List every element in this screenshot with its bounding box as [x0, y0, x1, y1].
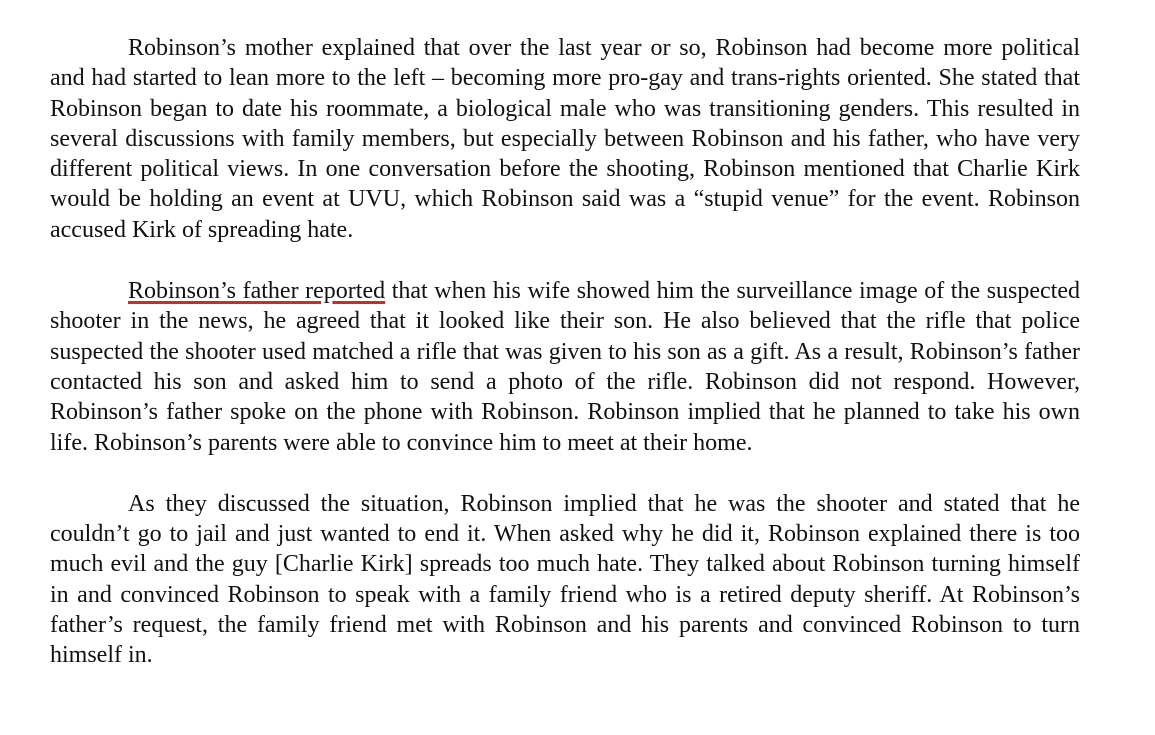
highlighted-phrase: Robinson’s father reported	[128, 278, 386, 305]
paragraph-father-report-text: that when his wife showed him the surveillance image of the suspected shooter in the news, he agreed that it looked like their son. He also believed that the rifle that police suspected the shooter used matched a rifle that was given to his son as a gift. As a result, Robinson’s father contacted his son and asked him to send a photo of the rifle. Robinson did not respond. However, Robinson’s father spoke on the phone with Robinson. Robinson implied that he planned to take his own life. Robinson’s parents were able to convince him to meet at their home.	[50, 278, 1081, 456]
document-body	[50, 33, 1080, 671]
paragraph-discussion: As they discussed the situation, Robinson implied that he was the shooter and stated that he couldn’t go to jail and just wanted to end it. When asked why he did it, Robinson explained there is too much evil and the guy [Charlie Kirk] spreads too much hate. They talked about Robinson turning himself in and convinced Robinson to speak with a family friend who is a retired deputy sheriff. At Robinson’s father’s request, the family friend met with Robinson and his parents and convinced Robinson to turn himself in.	[50, 490, 1080, 669]
paragraph-father-report	[50, 276, 1080, 458]
paragraph-mother-statement: Robinson’s mother explained that over the last year or so, Robinson had become more political and had started to lean more to the left – becoming more pro-gay and trans-rights oriented. She stated that Robinson began to date his roommate, a biological male who was transitioning genders. This resulted in several discussions with family members, but especially between Robinson and his father, who have very different political views. In one conversation before the shooting, Robinson mentioned that Charlie Kirk would be holding an event at UVU, which Robinson said was a “stupid venue” for the event. Robinson accused Kirk of spreading hate.	[50, 35, 1080, 243]
